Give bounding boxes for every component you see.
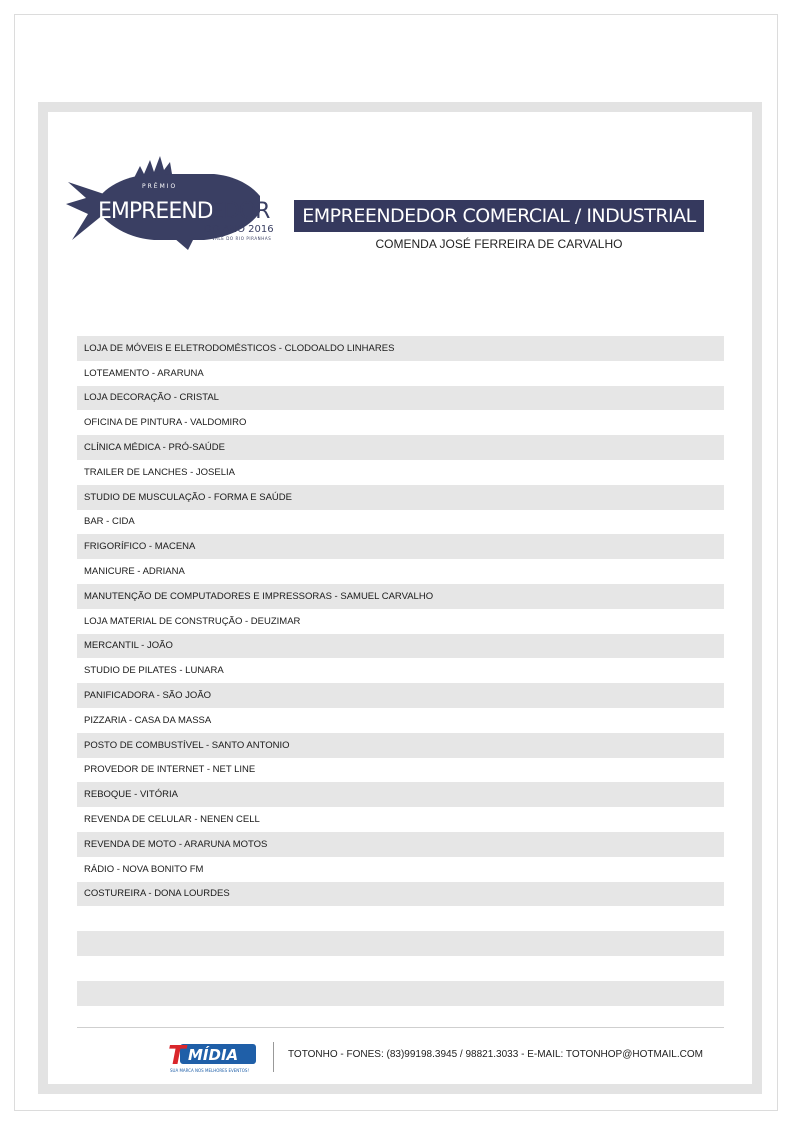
logo-vale-text: VALE DO RIO PIRANHAS [212,236,272,241]
list-item: REVENDA DE CELULAR - NENEN CELL [84,814,260,826]
footer-divider-line [77,1027,724,1028]
logo-empreend-text: EMPREEND [98,199,213,224]
tmidia-name: MÍDIA [188,1046,239,1064]
tmidia-t-letter: T [168,1041,186,1071]
category-subtitle: COMENDA JOSÉ FERREIRA DE CARVALHO [375,237,623,251]
logo-ano-text: DO ANO 2016 [204,224,274,235]
list-item: REBOQUE - VITÓRIA [77,782,724,807]
list-item: STUDIO DE MUSCULAÇÃO - FORMA E SAÚDE [77,485,724,510]
list-item: LOJA MATERIAL DE CONSTRUÇÃO - DEUZIMAR [84,615,301,627]
list-item: PIZZARIA - CASA DA MASSA [84,714,212,726]
list-item [77,931,724,956]
list-item: COSTUREIRA - DONA LOURDES [77,882,724,907]
list-item: POSTO DE COMBUSTÍVEL - SANTO ANTONIO [77,733,724,758]
list-item: PANIFICADORA - SÃO JOÃO [77,683,724,708]
tmidia-tagline: SUA MARCA NOS MELHORES EVENTOS! [170,1068,249,1073]
list-item: RÁDIO - NOVA BONITO FM [84,863,204,875]
list-item: LOTEAMENTO - ARARUNA [84,367,204,379]
list-item: OFICINA DE PINTURA - VALDOMIRO [84,417,247,429]
award-logo [64,152,274,252]
footer-vertical-divider [273,1042,274,1072]
list-item: TRAILER DE LANCHES - JOSELIA [84,466,235,478]
logo-premio-text: PRÊMIO [142,183,178,190]
list-item: MERCANTIL - JOÃO [77,634,724,659]
entries-list [77,336,724,1030]
logo-edor-text: EDOR [210,199,270,224]
list-item [77,906,724,931]
list-item: BAR - CIDA [84,516,135,528]
list-item: LOJA DE MÓVEIS E ELETRODOMÉSTICOS - CLODOALDO LINHARES [77,336,724,361]
category-title: EMPREENDEDOR COMERCIAL / INDUSTRIAL [294,200,704,232]
list-item: MANUTENÇÃO DE COMPUTADORES E IMPRESSORAS - SAMUEL CARVALHO [77,584,724,609]
list-item: STUDIO DE PILATES - LUNARA [84,665,224,677]
list-item: CLÍNICA MÉDICA - PRÓ-SAÚDE [77,435,724,460]
list-item: REVENDA DE MOTO - ARARUNA MOTOS [77,832,724,857]
list-item: LOJA DECORAÇÃO - CRISTAL [77,386,724,411]
list-item [77,956,724,981]
footer-contact-info: TOTONHO - FONES: (83)99198.3945 / 98821.3033 - E-MAIL: TOTONHOP@HOTMAIL.COM [288,1049,703,1060]
list-item: MANICURE - ADRIANA [84,566,185,578]
list-item: PROVEDOR DE INTERNET - NET LINE [84,764,256,776]
tmidia-logo [166,1038,262,1074]
list-item [77,981,724,1006]
list-item: FRIGORÍFICO - MACENA [77,534,724,559]
